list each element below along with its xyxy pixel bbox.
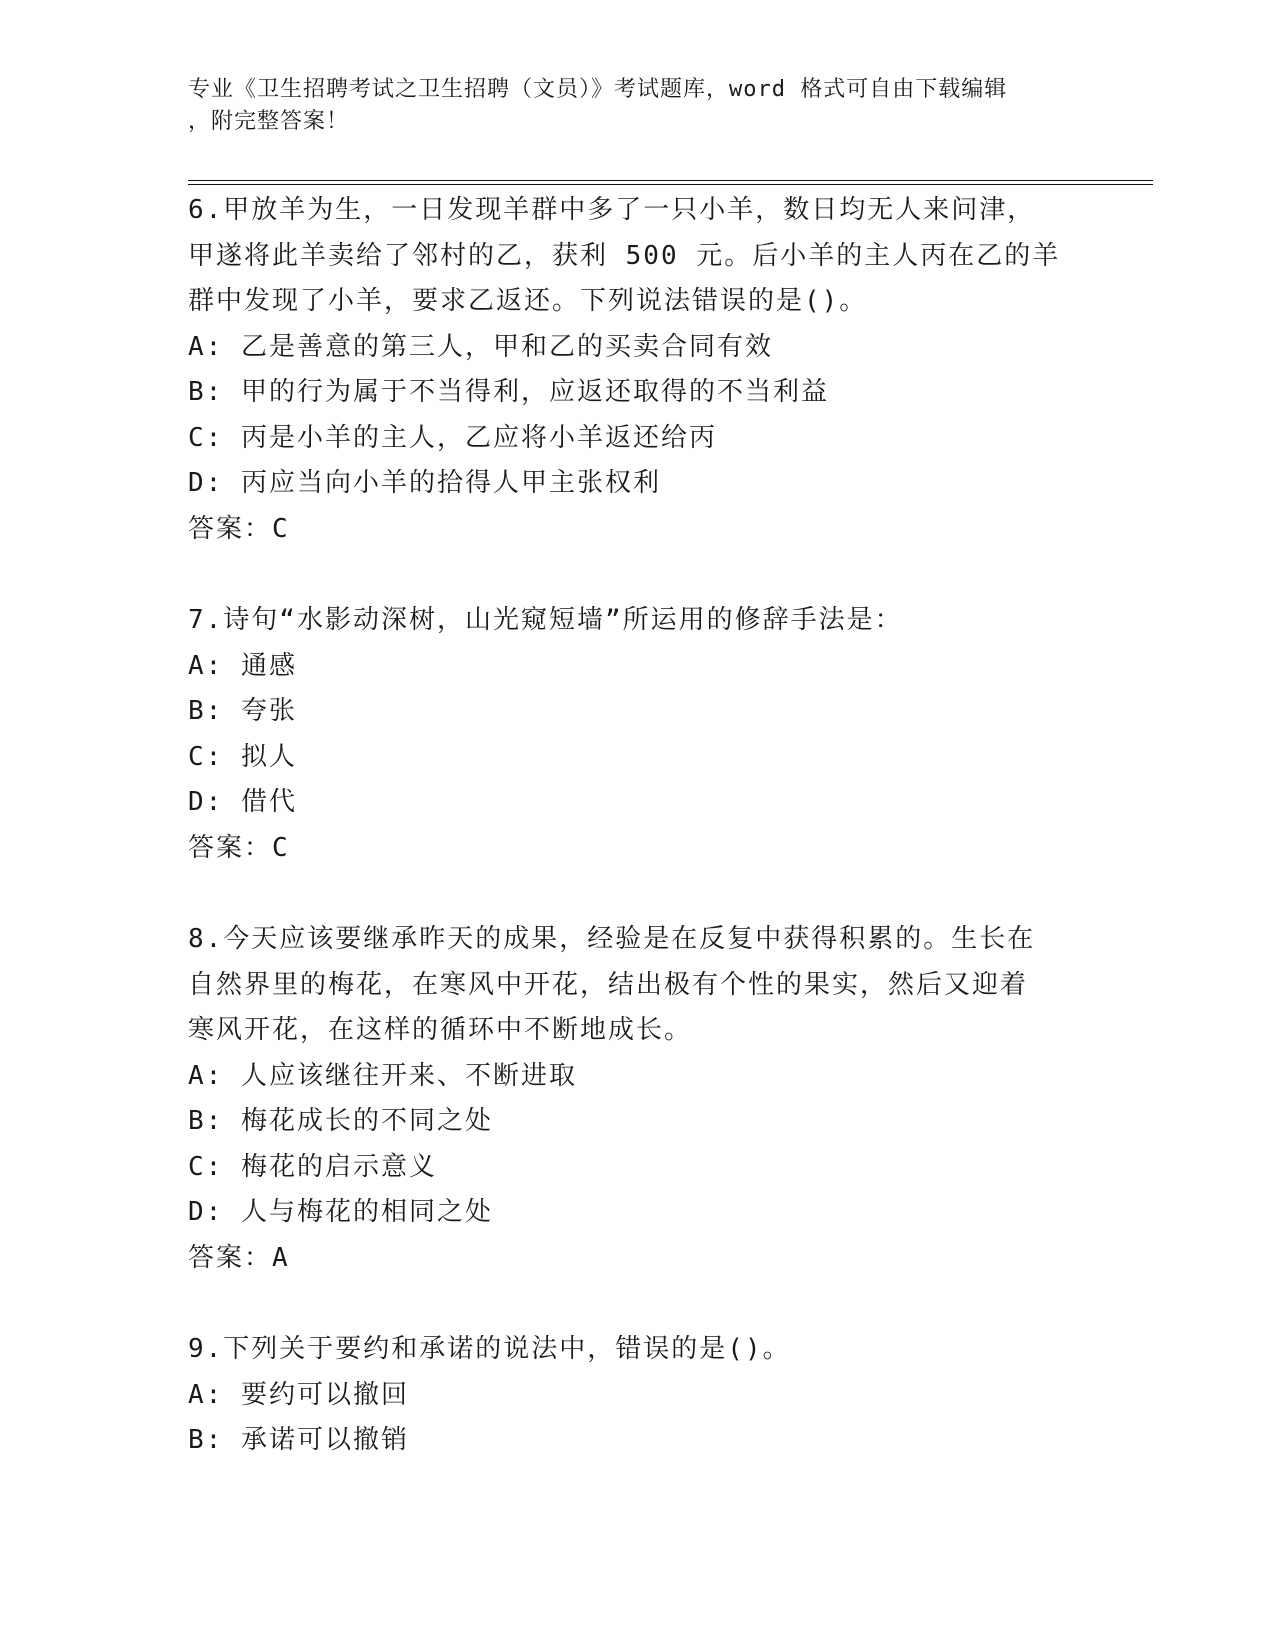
question-stem bbox=[188, 917, 1088, 1054]
answer-label: 答案： bbox=[188, 513, 273, 544]
question-8 bbox=[188, 917, 1088, 1281]
option-d: D: 人与梅花的相同之处 bbox=[188, 1197, 493, 1227]
question-stem bbox=[188, 1327, 1088, 1373]
stem-line: 8.今天应该要继承昨天的成果，经验是在反复中获得积累的。生长在 bbox=[188, 924, 1036, 954]
question-6 bbox=[188, 188, 1088, 552]
question-stem bbox=[188, 598, 1088, 644]
option-d: D: 丙应当向小羊的拾得人甲主张权利 bbox=[188, 468, 661, 498]
answer-line bbox=[188, 826, 1088, 872]
option-a: A: 要约可以撤回 bbox=[188, 1379, 409, 1410]
answer-value: A bbox=[272, 1242, 290, 1273]
header-line-1: 专业《卫生招聘考试之卫生招聘（文员）》考试题库，word 格式可自由下载编辑 bbox=[188, 77, 1008, 102]
stem-line: 9.下列关于要约和承诺的说法中，错误的是()。 bbox=[188, 1334, 791, 1364]
header-divider-top bbox=[188, 180, 1153, 181]
option-a: A: 人应该继往开来、不断进取 bbox=[188, 1060, 577, 1091]
option-b: B: 甲的行为属于不当得利，应返还取得的不当利益 bbox=[188, 377, 829, 407]
answer-value: C bbox=[272, 513, 290, 544]
header-divider-bottom bbox=[188, 184, 1153, 185]
stem-line: 6.甲放羊为生，一日发现羊群中多了一只小羊，数日均无人来问津， bbox=[188, 195, 1036, 225]
option-a: A: 乙是善意的第三人，甲和乙的买卖合同有效 bbox=[188, 331, 773, 362]
question-9 bbox=[188, 1327, 1088, 1464]
option-c: C: 丙是小羊的主人，乙应将小羊返还给丙 bbox=[188, 422, 717, 453]
option-d: D: 借代 bbox=[188, 787, 297, 817]
answer-value: C bbox=[272, 832, 290, 863]
option-b: B: 夸张 bbox=[188, 696, 297, 726]
option-b: B: 承诺可以撤销 bbox=[188, 1425, 409, 1455]
option-c: C: 拟人 bbox=[188, 741, 297, 772]
option-a: A: 通感 bbox=[188, 650, 297, 681]
question-stem bbox=[188, 188, 1088, 325]
answer-line bbox=[188, 507, 1088, 553]
stem-line: 群中发现了小羊，要求乙返还。下列说法错误的是()。 bbox=[188, 286, 868, 316]
question-list bbox=[188, 188, 1088, 1464]
answer-label: 答案： bbox=[188, 832, 273, 863]
option-b: B: 梅花成长的不同之处 bbox=[188, 1106, 493, 1136]
document-header bbox=[188, 74, 1088, 138]
question-7 bbox=[188, 598, 1088, 871]
option-c: C: 梅花的启示意义 bbox=[188, 1151, 437, 1182]
stem-line: 7.诗句“水影动深树，山光窥短墙”所运用的修辞手法是： bbox=[188, 605, 903, 635]
header-line-2: ，附完整答案！ bbox=[188, 109, 350, 134]
stem-line: 自然界里的梅花，在寒风中开花，结出极有个性的果实，然后又迎着 bbox=[188, 969, 1029, 1000]
answer-line bbox=[188, 1236, 1088, 1282]
stem-line: 寒风开花，在这样的循环中不断地成长。 bbox=[188, 1015, 693, 1045]
stem-line: 甲遂将此羊卖给了邻村的乙，获利 500 元。后小羊的主人丙在乙的羊 bbox=[188, 240, 1061, 271]
answer-label: 答案： bbox=[188, 1242, 273, 1273]
